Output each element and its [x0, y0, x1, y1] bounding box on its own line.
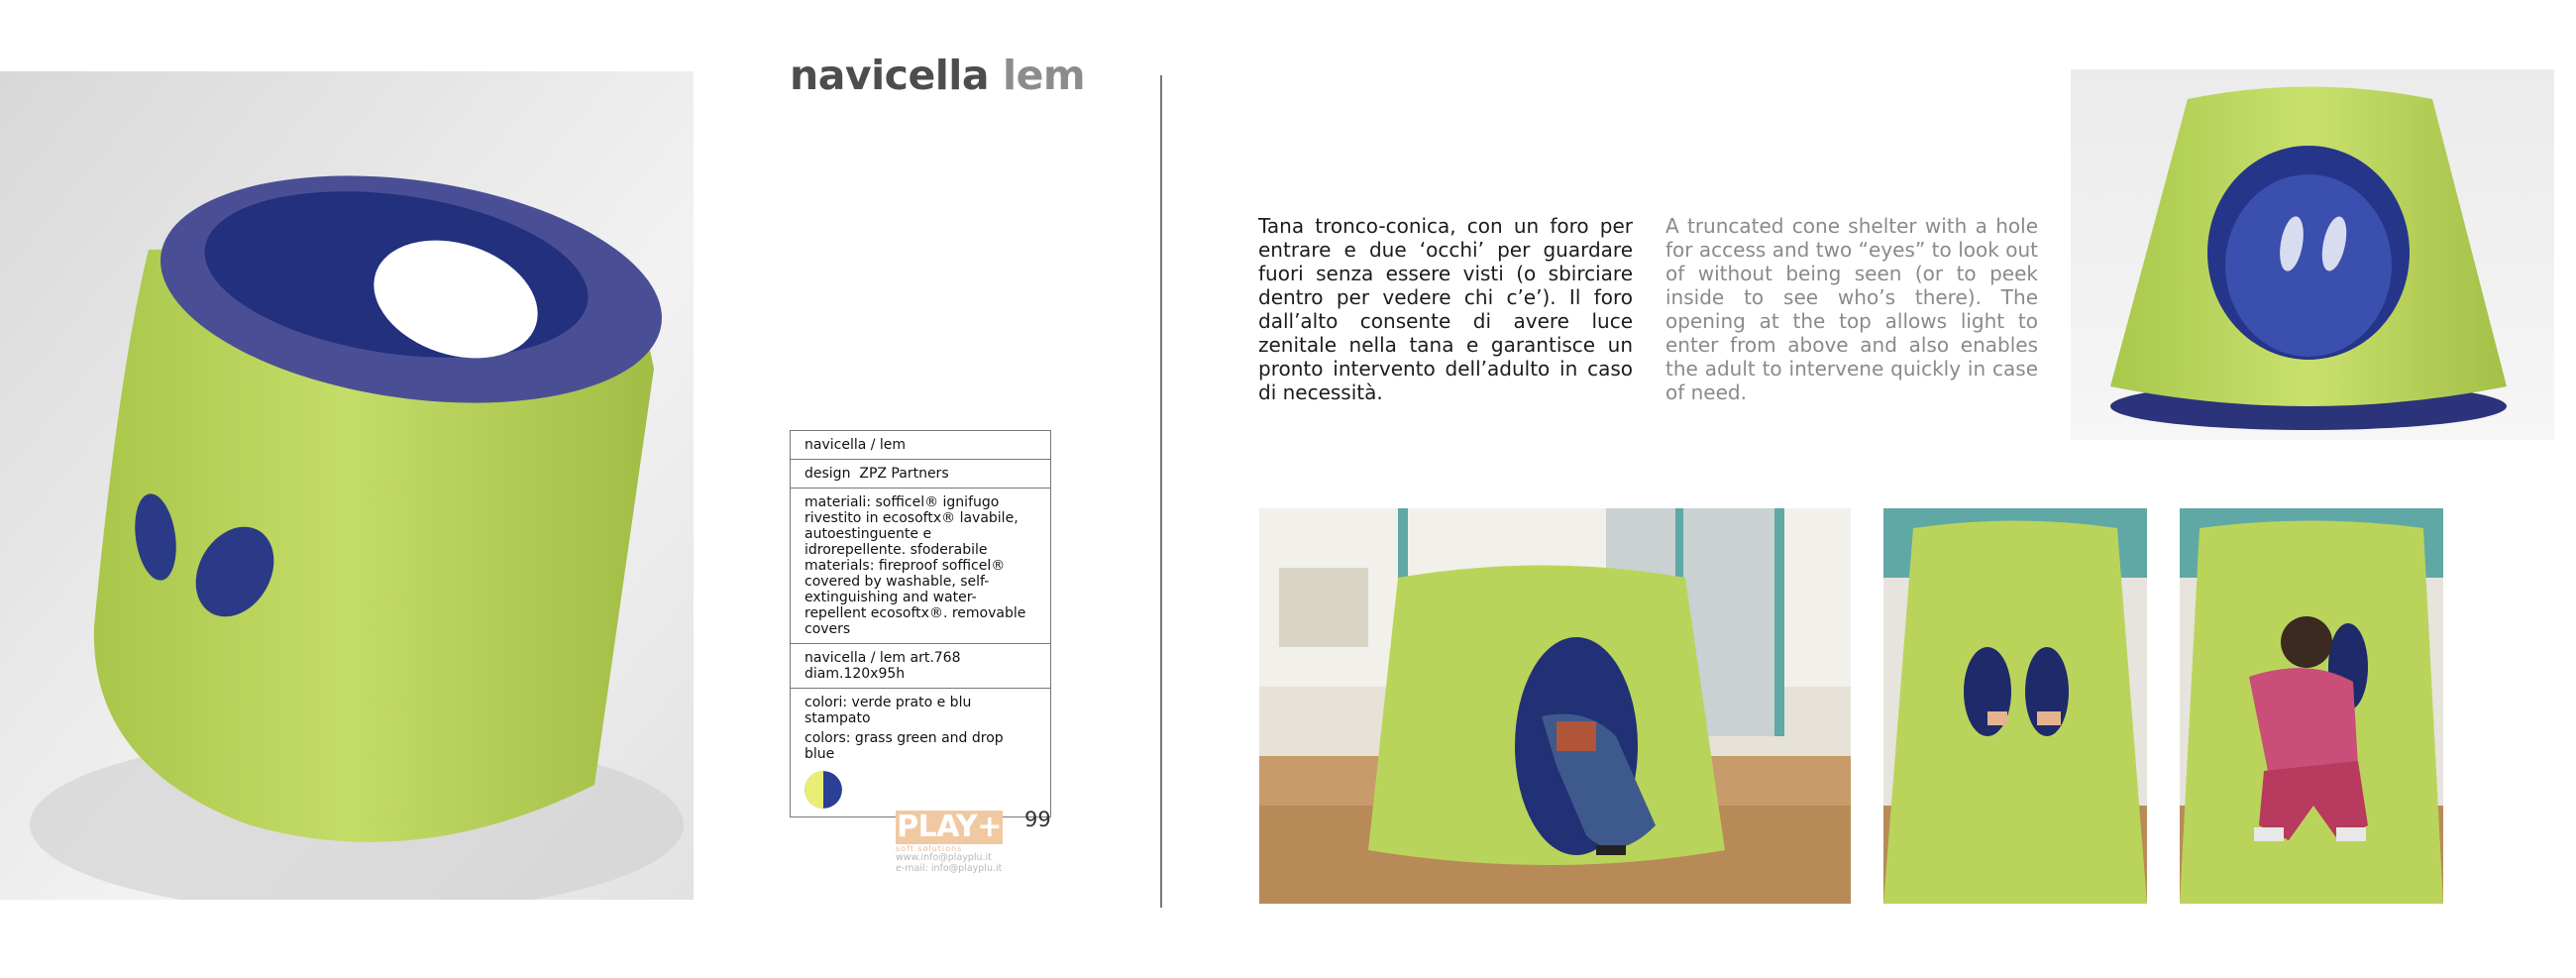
color-swatch-icon: [805, 771, 842, 809]
brand-email: e-mail: info@playplu.it: [896, 863, 1003, 874]
spec-colors-cell: [791, 689, 1050, 816]
spec-materials-en: materials: fireproof sofficel® covered by washable, self-extinguishing and water-repellent ecosoftx®. removable covers: [805, 558, 1026, 637]
spec-article-cell: [791, 644, 1050, 689]
spec-design-cell: [791, 460, 1050, 489]
page-number: 99: [1024, 808, 1051, 831]
spec-product-name-cell: [791, 431, 1050, 460]
description-english: A truncated cone shelter with a hole for access and two “eyes” to look out of without being seen (or to peek inside to see who’s there). The opening at the top allows light to enter from above and also enables the adult to intervene quickly in case of need.: [1665, 214, 2038, 404]
spec-materials-it: materiali: sofficel® ignifugo rivestito in ecosoftx® lavabile, autoestinguente e idrorepellente. sfoderabile: [805, 494, 1019, 558]
spec-table: [790, 430, 1051, 817]
description-italian: Tana tronco-conica, con un foro per entrare e due ‘occhi’ per guardare fuori senza essere visti (o sbirciare dentro per vedere chi c’e’). Il foro dall’alto consente di avere luce zenitale nella tana e garantisce un pronto intervento dell’adulto in caso di necessità.: [1258, 214, 1633, 404]
brand-web: www.info@playplu.it: [896, 852, 992, 863]
product-photo-front: [2071, 69, 2554, 440]
product-variant: lem: [1003, 52, 1086, 99]
product-photo-eyes-hands: [1883, 508, 2147, 904]
spec-product-name: navicella / lem: [805, 437, 907, 453]
spec-article: navicella / lem art.768: [805, 650, 961, 666]
product-photo-main: [0, 71, 694, 900]
page-title: [790, 52, 1085, 99]
product-photo-classroom: [1259, 508, 1851, 904]
product-name: navicella: [790, 52, 990, 99]
brand-tagline: soft solutions: [896, 844, 963, 853]
spec-materials-cell: [791, 489, 1050, 644]
spec-design-label: design: [805, 466, 851, 482]
spec-colors-en: colors: grass green and drop blue: [805, 730, 1004, 762]
page-divider: [1160, 75, 1162, 908]
brand-contact: [896, 852, 1002, 874]
spec-colors-it: colori: verde prato e blu stampato: [805, 695, 972, 726]
spec-dimensions: diam.120x95h: [805, 666, 906, 682]
brand-logo: PLAY+: [897, 810, 1002, 844]
product-photo-child-peeking: [2180, 508, 2443, 904]
spec-designer: ZPZ Partners: [859, 466, 949, 482]
